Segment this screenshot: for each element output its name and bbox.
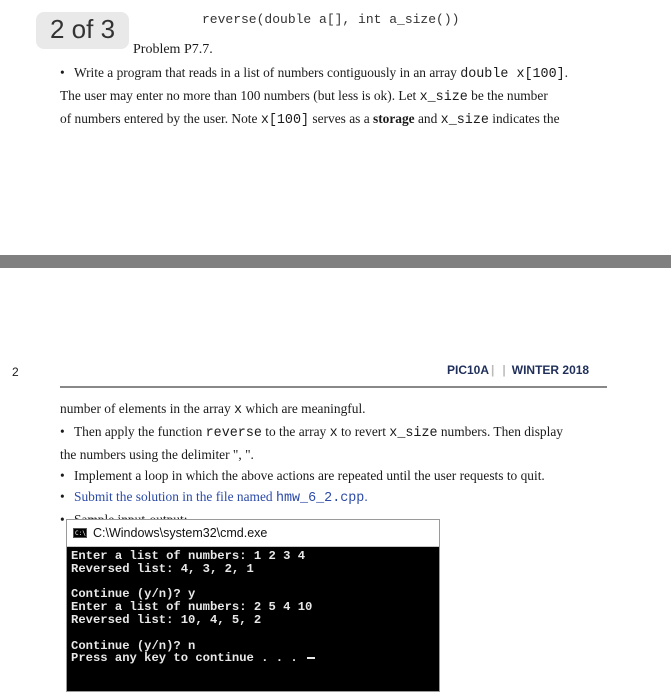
continuation-line (60, 398, 608, 421)
bullet-3 (60, 465, 608, 486)
text: of numbers entered by the user. Note (60, 111, 261, 126)
code-text: x (329, 426, 338, 441)
bullet-2-line-2: the numbers using the delimiter ", ". (60, 447, 254, 462)
console-cursor (307, 657, 315, 659)
text: to revert (337, 424, 390, 439)
text: The user may enter no more than 100 numbers (but less is ok). Let (60, 88, 420, 103)
console-titlebar (67, 520, 439, 547)
text: to the array (261, 424, 330, 439)
console-line: Reversed list: 4, 3, 2, 1 (71, 561, 254, 576)
bullet-1-line-2 (60, 85, 608, 108)
text: numbers. Then display (437, 424, 563, 439)
console-line: Enter a list of numbers: 2 5 4 10 (71, 600, 313, 615)
code-text: x_size (440, 113, 489, 128)
text: indicates the (488, 111, 560, 126)
text: serves as a (309, 111, 373, 126)
bullet-marker (60, 424, 74, 439)
text: and (414, 111, 441, 126)
running-header (447, 363, 589, 377)
code-text: hmw_6_2.cpp (275, 491, 365, 506)
function-signature: reverse(double a[], int a_size()) (202, 12, 460, 27)
code-text: x_size (389, 426, 438, 441)
separator: | (491, 363, 495, 377)
text: which are meaningful. (242, 401, 366, 416)
console-line (71, 627, 435, 640)
code-text: reverse (205, 426, 262, 441)
page-separator (0, 255, 671, 268)
bullet-marker (60, 468, 74, 483)
code-text: x_size (419, 90, 468, 105)
code-text: x (234, 403, 243, 418)
console-line: Reversed list: 10, 4, 5, 2 (71, 612, 262, 627)
bullet-1-line-1 (60, 62, 608, 85)
console-last-line (71, 652, 435, 665)
console-line: Press any key to continue . . . (71, 651, 306, 666)
console-screenshot (66, 519, 440, 692)
separator: | (502, 363, 506, 377)
bullet-4 (60, 486, 608, 509)
header-rule (60, 386, 607, 388)
bullet-2-line-1 (60, 421, 608, 444)
console-title: C:\Windows\system32\cmd.exe (93, 526, 268, 540)
course-code: PIC10A (447, 363, 490, 377)
code-text: x[100] (260, 113, 310, 128)
text: be the number (467, 88, 548, 103)
problem-description-part2 (60, 398, 608, 530)
page-counter-badge: 2 of 3 (36, 12, 129, 49)
console-line: Enter a list of numbers: 1 2 3 4 (71, 549, 306, 563)
bullet-1-line-3 (60, 108, 608, 131)
problem-title: Problem P7.7. (133, 42, 213, 57)
page-number: 2 (12, 365, 19, 379)
text: . (564, 65, 569, 80)
bullet-marker (60, 489, 74, 504)
console-output (71, 550, 435, 665)
text: Then apply the function (74, 424, 206, 439)
text: . (364, 489, 368, 504)
term-label: WINTER 2018 (511, 363, 590, 377)
cmd-icon: C:\ (75, 530, 86, 537)
code-text: double x[100] (460, 67, 565, 82)
text: Write a program that reads in a list of numbers contiguously in an array (74, 65, 461, 80)
console-line: Continue (y/n)? n (71, 638, 196, 653)
text: number of elements in the array (60, 401, 235, 416)
console-line: Continue (y/n)? y (71, 587, 196, 602)
bullet-marker (60, 65, 74, 80)
text: Implement a loop in which the above actions are repeated until the user requests to quit. (74, 468, 545, 483)
bold-text: storage (372, 111, 415, 126)
text: Submit the solution in the file named (74, 489, 276, 504)
problem-description-part1 (60, 62, 608, 131)
